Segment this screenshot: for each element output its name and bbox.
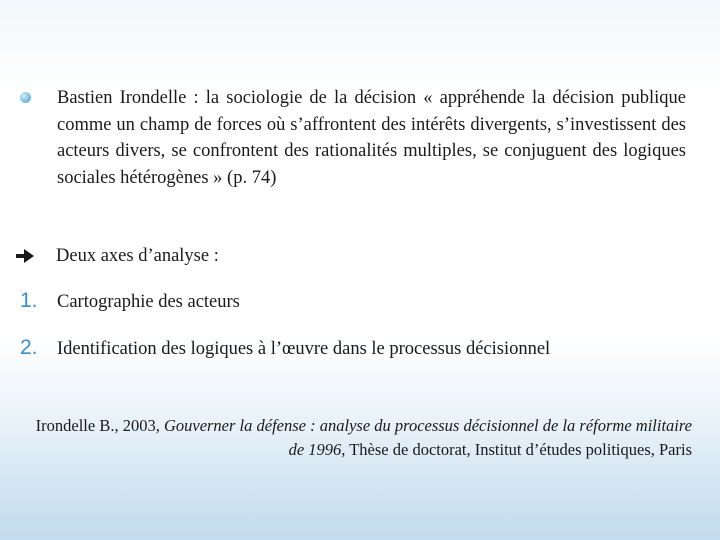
list-item-label: Identification des logiques à l’œuvre dans le processus décisionnel — [57, 339, 551, 359]
axes-heading-row — [16, 243, 219, 269]
list-number: 1. — [20, 289, 38, 312]
reference-author: Irondelle B., 2003, — [35, 416, 164, 435]
reference-title: Gouverner la défense : analyse du processus décisionnel de la réforme militaire de 1996 — [163, 416, 692, 459]
list-number: 2. — [20, 336, 38, 359]
axes-heading: Deux axes d’analyse : — [56, 246, 219, 266]
quote-paragraph: Bastien Irondelle : la sociologie de la décision « appréhende la décision publique comme un champ de forces où s’affrontent des intérêts divergents, s’investissent des acteurs divers, se confrontent des rationalités multiples, se conjuguent des logiques sociales hétérogènes » (p. 74) — [57, 88, 686, 189]
list-item — [20, 288, 240, 315]
list-item — [20, 335, 550, 362]
round-bullet-icon — [20, 92, 31, 103]
bibliographic-reference — [30, 414, 692, 462]
list-item-label: Cartographie des acteurs — [57, 292, 240, 312]
reference-details: , Thèse de doctorat, Institut d’études politiques, Paris — [341, 440, 692, 459]
right-arrow-icon — [16, 249, 34, 263]
